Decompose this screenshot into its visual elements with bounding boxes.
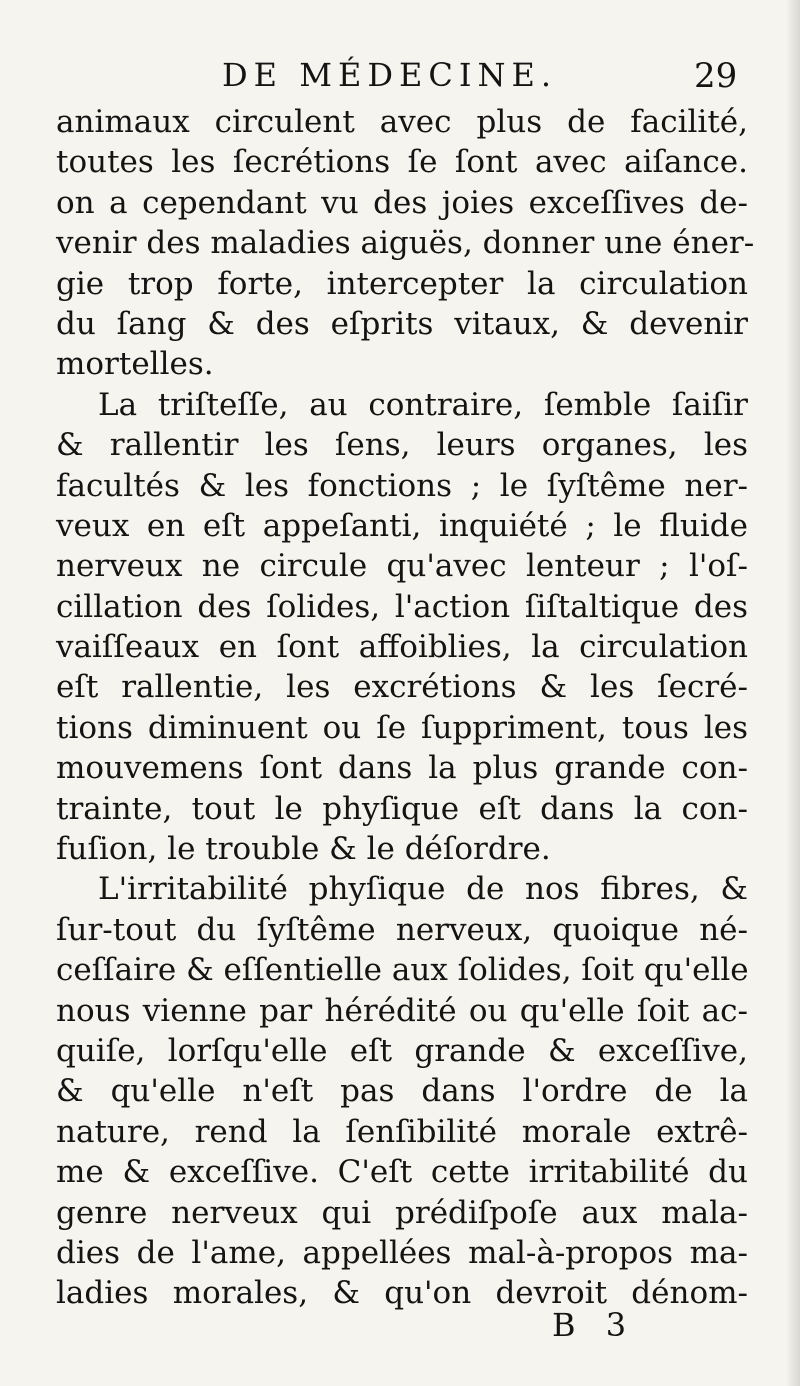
text-line: L'irritabilité phyſique de nos fibres, & xyxy=(98,871,748,908)
page-edge-shadow xyxy=(786,0,800,1386)
text-line: gie trop forte, intercepter la circulation xyxy=(56,265,748,302)
text-line: animaux circulent avec plus de facilité, xyxy=(56,104,748,140)
text-line: veux en eſt appeſanti, inquiété ; le fluide xyxy=(56,507,748,544)
text-line: dies de l'ame, appellées mal-à-propos ma- xyxy=(56,1234,748,1271)
text-line: du ſang & des eſprits vitaux, & devenir xyxy=(56,305,748,342)
text-line: facultés & les fonctions ; le ſyſtême ner- xyxy=(56,467,748,504)
text-line: fuſion, le trouble & le déſordre. xyxy=(56,831,551,868)
signature-mark: B 3 xyxy=(552,1306,637,1344)
text-line: mouvemens ſont dans la plus grande con- xyxy=(56,750,748,787)
text-line: La triſteſſe, au contraire, ſemble ſaiſir xyxy=(98,386,748,423)
text-line: trainte, tout le phyſique eſt dans la con- xyxy=(56,790,748,827)
text-line: ſur-tout du ſyſtême nerveux, quoique né- xyxy=(56,911,748,948)
text-line: eſt rallentie, les excrétions & les ſecré- xyxy=(56,669,748,706)
text-line: cillation des ſolides, l'action ſiſtaltique des xyxy=(56,588,748,625)
text-line: tions diminuent ou ſe ſuppriment, tous les xyxy=(56,709,748,746)
text-line: mortelles. xyxy=(56,346,214,383)
body-text xyxy=(56,102,755,1314)
text-line: toutes les ſecrétions ſe ſont avec aiſance. xyxy=(56,144,748,181)
text-line: me & exceſſive. C'eſt cette irritabilité du xyxy=(56,1154,748,1191)
text-line: & qu'elle n'eſt pas dans l'ordre de la xyxy=(56,1073,748,1110)
text-line: ceſſaire & eſſentielle aux ſolides, ſoit qu'elle xyxy=(56,952,749,989)
running-head: DE MÉDECINE. xyxy=(222,56,557,94)
text-line: genre nerveux qui prédiſpoſe aux mala- xyxy=(56,1194,748,1231)
text-line: on a cependant vu des joies exceſſives de- xyxy=(56,184,748,221)
text-line: nous vienne par hérédité ou qu'elle ſoit ac- xyxy=(56,992,748,1029)
text-line: quiſe, lorſqu'elle eſt grande & exceſſive, xyxy=(56,1032,748,1069)
text-line: vaiſſeaux en ſont affoiblies, la circulation xyxy=(56,629,748,666)
text-line: ladies morales, & qu'on devroit dénom- xyxy=(56,1275,748,1312)
page-header xyxy=(0,56,800,100)
text-line: & rallentir les ſens, leurs organes, les xyxy=(56,427,748,464)
text-line: venir des maladies aiguës, donner une éner- xyxy=(56,225,755,262)
page-number: 29 xyxy=(694,56,738,96)
text-line: nature, rend la ſenſibilité morale extrê- xyxy=(56,1113,748,1150)
text-line: nerveux ne circule qu'avec lenteur ; l'oſ- xyxy=(56,548,748,585)
